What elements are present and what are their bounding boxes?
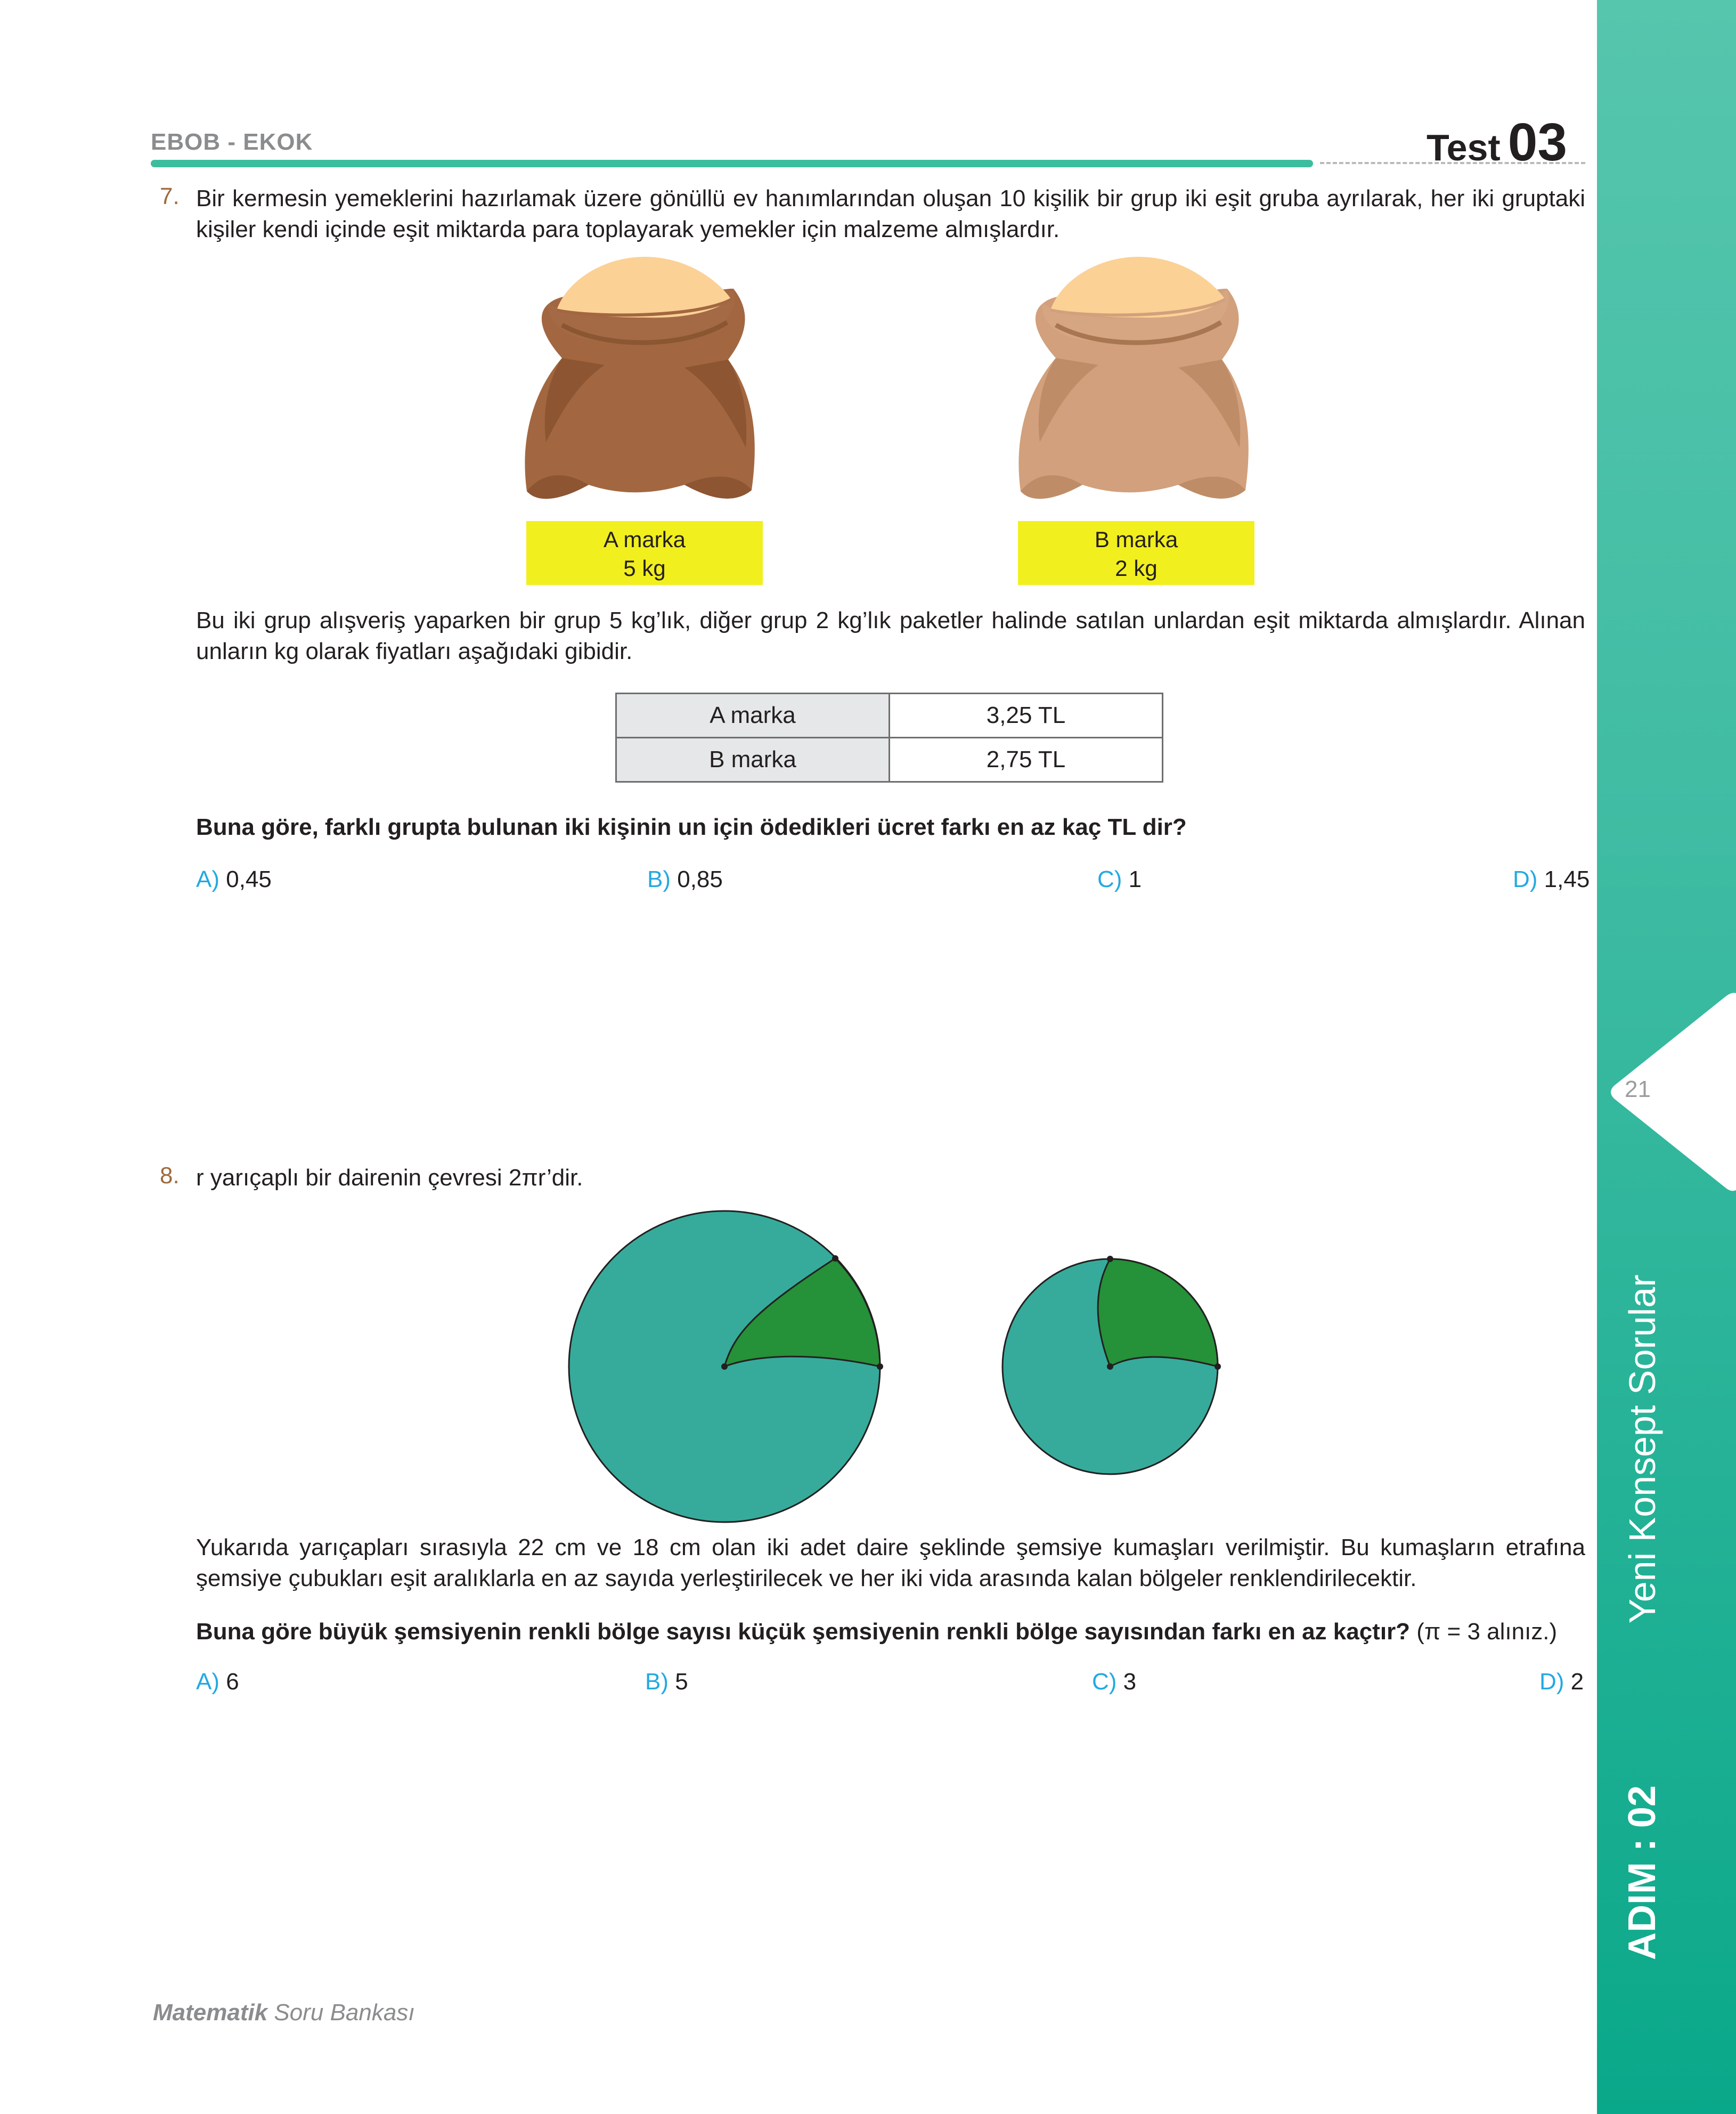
option-8-b[interactable] bbox=[645, 1669, 688, 1695]
option-letter: C) bbox=[1097, 866, 1122, 892]
question-8-number: 8. bbox=[160, 1162, 180, 1189]
option-8-c[interactable] bbox=[1092, 1669, 1136, 1695]
option-letter: A) bbox=[196, 1669, 219, 1695]
option-value: 0,85 bbox=[677, 866, 723, 892]
table-cell-price: 3,25 TL bbox=[890, 694, 1163, 738]
question-7-intro: Bir kermesin yemeklerini hazırlamak üzere gönüllü ev hanımlarından oluşan 10 kişilik bir grup iki eşit gruba ayrılarak, her iki gruptaki kişiler kendi içinde eşit miktarda para toplayarak yemekler için malzeme almışlardır. bbox=[196, 185, 1585, 242]
flour-sack-b-icon bbox=[1018, 250, 1258, 506]
footer-book-title bbox=[153, 1999, 415, 2026]
footer-book: Soru Bankası bbox=[267, 1999, 415, 2026]
option-letter: B) bbox=[647, 866, 671, 892]
test-label: Test bbox=[1427, 127, 1501, 168]
question-8-intro: r yarıçaplı bir dairenin çevresi 2πr’dir. bbox=[196, 1165, 583, 1191]
page-number: 21 bbox=[1625, 1076, 1651, 1102]
option-value: 6 bbox=[226, 1669, 239, 1695]
option-7-c[interactable] bbox=[1097, 866, 1142, 893]
question-8-text: Yukarıda yarıçapları sırasıyla 22 cm ve 18 cm olan iki adet daire şeklinde şemsiye kumaşları verilmiştir. Bu kumaşların etrafına şemsiye çubukları eşit aralıklarla en az sayıda yerleştirilecek ve her iki vida arasında kalan bölgeler renklendirilecektir. bbox=[196, 1534, 1585, 1591]
option-value: 1 bbox=[1128, 866, 1142, 892]
table-row bbox=[616, 738, 1163, 782]
question-7-text: Bu iki grup alışveriş yaparken bir grup 5 kg’lık, diğer grup 2 kg’lık paketler halinde satılan unlardan eşit miktarda almışlardır. Alınan unların kg olarak fiyatları aşağıdaki gibidir. bbox=[196, 607, 1585, 664]
option-letter: D) bbox=[1539, 1669, 1564, 1695]
test-number: 03 bbox=[1507, 112, 1567, 172]
table-cell-brand: A marka bbox=[616, 694, 890, 738]
option-8-d[interactable] bbox=[1539, 1669, 1584, 1695]
small-umbrella-circle bbox=[1003, 1256, 1221, 1474]
test-title bbox=[1427, 112, 1567, 173]
table-row bbox=[616, 694, 1163, 738]
sack-a-weight: 5 kg bbox=[623, 556, 666, 581]
option-value: 0,45 bbox=[226, 866, 272, 892]
option-value: 1,45 bbox=[1544, 866, 1590, 892]
option-value: 5 bbox=[675, 1669, 688, 1695]
side-concept-title: Yeni Konsept Sorular bbox=[1621, 1274, 1663, 1624]
option-7-d[interactable] bbox=[1513, 866, 1590, 893]
question-8-prompt bbox=[196, 1616, 1585, 1647]
sack-a-name: A marka bbox=[603, 527, 686, 552]
topic-title: EBOB - EKOK bbox=[151, 129, 313, 155]
option-7-b[interactable] bbox=[647, 866, 723, 893]
question-7-prompt: Buna göre, farklı grupta bulunan iki kişinin un için ödedikleri ücret farkı en az kaç TL dir? bbox=[196, 814, 1187, 840]
option-value: 2 bbox=[1570, 1669, 1584, 1695]
option-letter: C) bbox=[1092, 1669, 1117, 1695]
sack-a-label bbox=[526, 521, 763, 585]
option-letter: A) bbox=[196, 866, 219, 892]
sack-b-label bbox=[1018, 521, 1254, 585]
question-8-prompt-bold: Buna göre büyük şemsiyenin renkli bölge sayısı küçük şemsiyenin renkli bölge sayısından farkı en az kaçtır? bbox=[196, 1619, 1411, 1645]
header-rule bbox=[151, 160, 1313, 167]
option-value: 3 bbox=[1123, 1669, 1137, 1695]
option-7-a[interactable] bbox=[196, 866, 272, 893]
umbrella-circles-figure bbox=[565, 1209, 1230, 1529]
table-cell-price: 2,75 TL bbox=[890, 738, 1163, 782]
sack-b-name: B marka bbox=[1094, 527, 1178, 552]
option-8-a[interactable] bbox=[196, 1669, 239, 1695]
footer-subject: Matematik bbox=[153, 1999, 268, 2026]
sack-b-weight: 2 kg bbox=[1115, 556, 1158, 581]
question-8-pi-note: (π = 3 alınız.) bbox=[1410, 1619, 1558, 1645]
option-letter: D) bbox=[1513, 866, 1538, 892]
flour-sack-a-icon bbox=[525, 250, 764, 506]
option-letter: B) bbox=[645, 1669, 669, 1695]
question-7-number: 7. bbox=[160, 183, 180, 209]
large-umbrella-circle bbox=[569, 1211, 883, 1522]
table-cell-brand: B marka bbox=[616, 738, 890, 782]
price-table bbox=[615, 693, 1163, 783]
side-step-label: ADIM : 02 bbox=[1621, 1785, 1664, 1961]
